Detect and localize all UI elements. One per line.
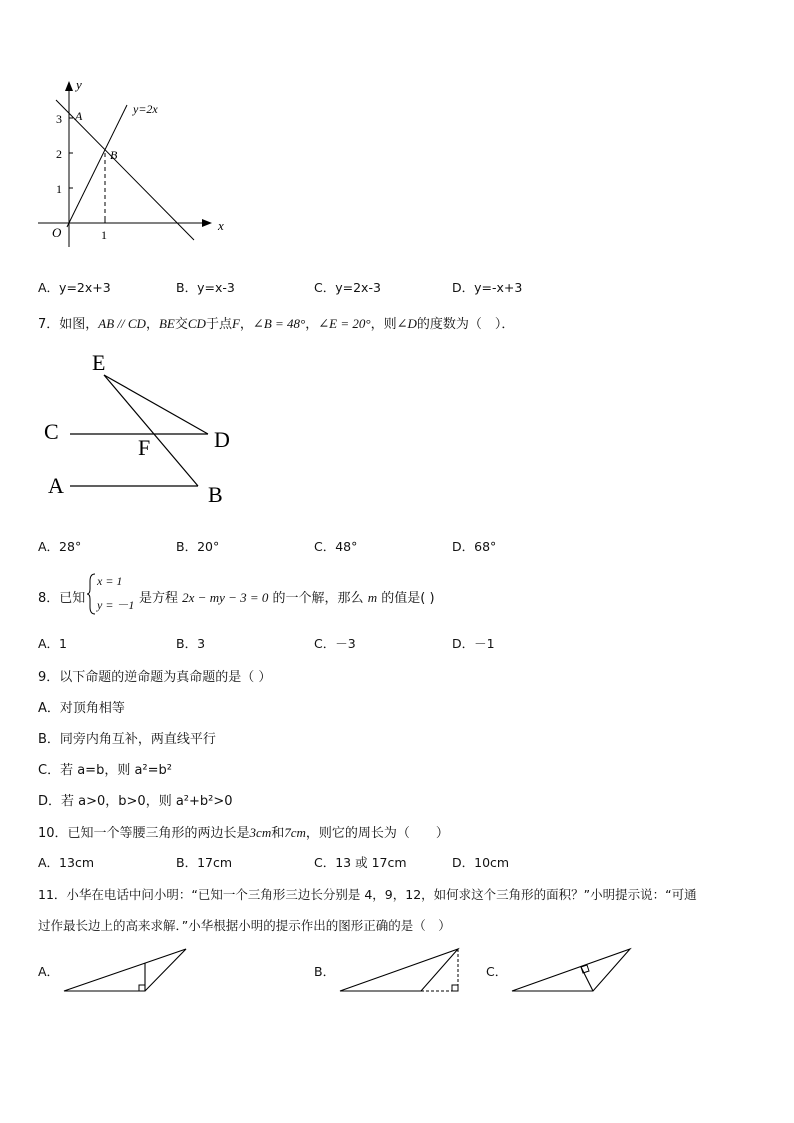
q11-option-b-figure[interactable] <box>336 945 466 995</box>
y-axis-label: y <box>76 77 82 92</box>
x-axis-label: x <box>218 218 224 233</box>
q10-stem-b: 和 <box>271 826 285 841</box>
q7-math-parallel: AB // CD <box>98 316 146 331</box>
point-b-label: B <box>110 148 118 162</box>
y-axis-arrow-icon <box>65 81 73 91</box>
q8-tail2: 的值是( ) <box>381 591 435 606</box>
q9-option-a[interactable]: A．对顶角相等 <box>38 701 125 716</box>
q10-option-b[interactable]: B．17cm <box>176 855 233 870</box>
label-c: C <box>44 419 59 444</box>
q11-option-b-label[interactable]: B． <box>314 964 336 979</box>
q8-option-a[interactable]: A．1 <box>38 636 68 651</box>
x-tick-1: 1 <box>101 228 107 242</box>
q10-stem-c: ，则它的周长为（ ） <box>305 826 449 841</box>
line-y-2x <box>67 105 127 227</box>
q6-coordinate-graph <box>30 75 240 250</box>
q7-math-angle-e: ∠E = 20° <box>318 316 371 331</box>
q7-text5: 的度数为（ ）． <box>416 317 515 332</box>
q8-option-d[interactable]: D．－1 <box>452 636 495 651</box>
q9-option-b[interactable]: B．同旁内角互补，两直线平行 <box>38 732 216 747</box>
q7-math-angle-b: ∠B = 48° <box>252 316 306 331</box>
q8-var-m: m <box>367 590 378 605</box>
label-b: B <box>208 482 223 507</box>
q11-stem-line2: 过作最长边上的高来求解．”小华根据小明的提示作出的图形正确的是（ ） <box>38 918 451 933</box>
x-axis-arrow-icon <box>202 219 212 227</box>
y-tick-2: 2 <box>56 147 62 161</box>
label-f: F <box>138 435 151 460</box>
q7-sep2: ， <box>239 317 253 332</box>
q7-text2: 交 <box>174 317 188 332</box>
origin-label: O <box>52 225 62 240</box>
q8-tail1: 的一个解，那么 <box>272 591 364 606</box>
q11-option-c-figure[interactable] <box>508 945 638 995</box>
label-a: A <box>48 473 64 498</box>
q8-system-eq2: y = －1 <box>97 598 135 612</box>
q10-option-d[interactable]: D．10cm <box>452 855 510 870</box>
q11-option-c-label[interactable]: C． <box>486 964 508 979</box>
q8-prefix: 8．已知 <box>38 591 86 606</box>
q7-stem-prefix: 7．如图， <box>38 317 99 332</box>
q6-option-c[interactable]: C．y=2x-3 <box>314 280 381 295</box>
label-d: D <box>214 427 230 452</box>
q11-option-a-figure[interactable] <box>60 945 190 995</box>
q7-sep3: ， <box>305 317 319 332</box>
q9-option-c[interactable]: C．若 a=b，则 a²=b² <box>38 763 172 778</box>
y-tick-1: 1 <box>56 182 62 196</box>
q10-option-c[interactable]: C．13 或 17cm <box>314 855 407 870</box>
q10-stem-a: 10．已知一个等腰三角形的两边长是 <box>38 826 250 841</box>
q10-option-a[interactable]: A．13cm <box>38 855 95 870</box>
segment-eb <box>104 375 198 486</box>
y-tick-3: 3 <box>56 112 62 126</box>
q7-math-f: F <box>231 316 240 331</box>
point-a-label: A <box>75 109 83 123</box>
q10-stem <box>38 822 449 841</box>
q8-system-eq1: x = 1 <box>97 574 123 588</box>
q7-stem <box>38 313 514 332</box>
q7-math-cd: CD <box>187 316 206 331</box>
q11-option-a-label[interactable]: A． <box>38 964 60 979</box>
q11-stem-line1: 11．小华在电话中问小明：“已知一个三角形三边长分别是 4，9，12，如何求这个三角形的面积？”小明提示说：“可通 <box>38 887 697 902</box>
q9-option-d[interactable]: D．若 a>0，b>0，则 a²+b²>0 <box>38 794 233 809</box>
q7-text4: ，则 <box>370 317 397 332</box>
q7-option-c[interactable]: C．48° <box>314 539 358 554</box>
q7-sep1: ， <box>145 317 159 332</box>
q7-math-be: BE <box>158 316 175 331</box>
q7-figure <box>38 345 248 510</box>
q8-equation: 2x − my − 3 = 0 <box>182 590 269 605</box>
q6-option-a[interactable]: A．y=2x+3 <box>38 280 111 295</box>
q7-math-angle-d: ∠D <box>396 316 417 331</box>
left-brace-icon <box>86 573 96 615</box>
segment-ed <box>104 375 208 434</box>
q6-option-b[interactable]: B．y=x-3 <box>176 280 235 295</box>
label-e: E <box>92 350 106 375</box>
q8-stem <box>139 587 435 606</box>
q10-value-1: 3cm <box>249 825 272 840</box>
q7-option-b[interactable]: B．20° <box>176 539 220 554</box>
q6-option-d[interactable]: D．y=-x+3 <box>452 280 523 295</box>
q9-stem: 9．以下命题的逆命题为真命题的是（ ） <box>38 670 272 685</box>
q10-value-2: 7cm <box>284 825 306 840</box>
q7-option-d[interactable]: D．68° <box>452 539 497 554</box>
q7-option-a[interactable]: A．28° <box>38 539 82 554</box>
q8-option-c[interactable]: C．－3 <box>314 636 356 651</box>
q8-mid: 是方程 <box>139 591 179 606</box>
q8-option-b[interactable]: B．3 <box>176 636 206 651</box>
line-label-y-2x: y=2x <box>133 102 158 116</box>
q7-text3: 于点 <box>205 317 232 332</box>
